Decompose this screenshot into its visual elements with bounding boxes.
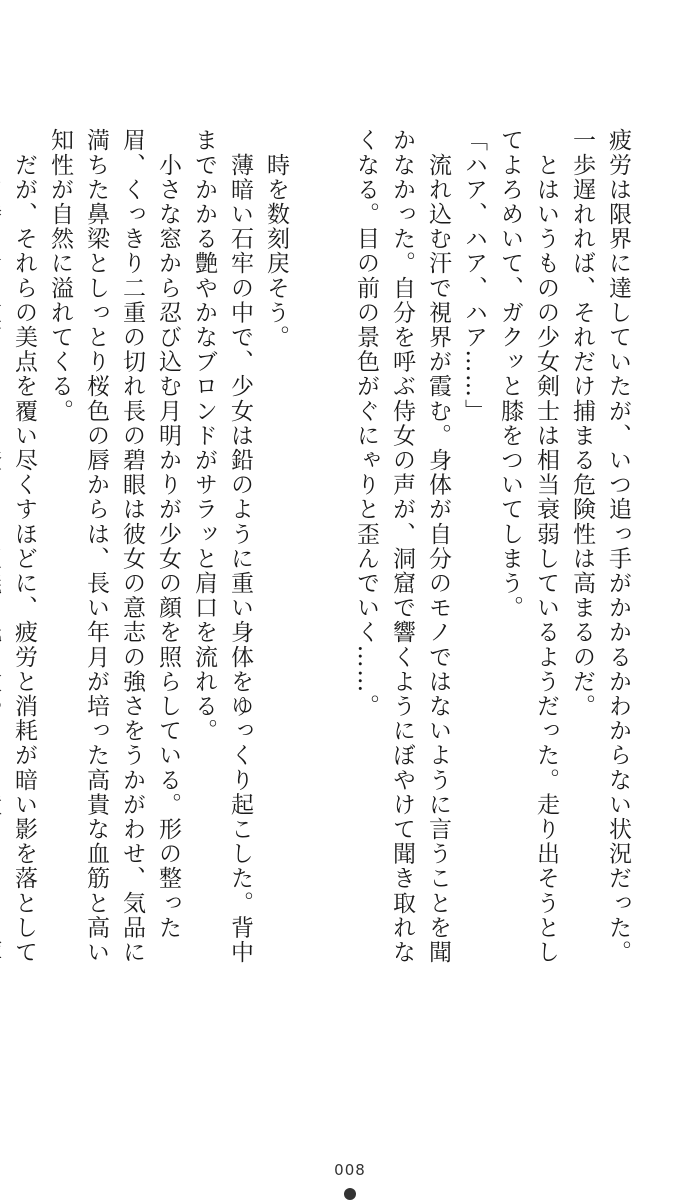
paragraph-2: とはいうものの少女剣士は相当衰弱しているようだった。走り出そうとしてよろめいて、ガクッと膝をついてしまう。 [497, 128, 559, 965]
paragraph-7: 小さな窓から忍び込む月明かりが少女の顔を照らしている。形の整った眉、くっきり二重の切れ長の碧眼は彼女の意志の強さをうかがわせ、気品に満ちた鼻梁としっとり桜色の唇からは、長い年月が培った高貴な血筋と高い知性が自然に溢れてくる。 [47, 128, 181, 965]
paragraph-1: 疲労は限界に達していたが、いつ追っ手がかかるかわからない状況だった。一歩遅れれば、それだけ捕まる危険性は高まるのだ。 [569, 128, 631, 965]
paragraph-3: 「ハア、ハア、ハア……」 [461, 128, 487, 424]
page-number: 008 [334, 1161, 366, 1179]
scene-break [294, 128, 348, 988]
paragraph-8: だが、それらの美点を覆い尽くすほどに、疲労と消耗が暗い影を落として [11, 152, 37, 965]
paragraph-4: 流れ込む汗で視界が霞む。身体が自分のモノではないように言うことを聞かなかった。自分を呼ぶ侍女の声が、洞窟で響くようにぼやけて聞き取れなくなる。目の前の景色がぐにゃりと歪んでいく……。 [353, 128, 451, 965]
page-ornament-dot [344, 1188, 356, 1200]
paragraph-5: 時を数刻戻そう。 [263, 128, 289, 350]
body-text [0, 128, 636, 988]
paragraph-6: 薄暗い石牢の中で、少女は鉛のように重い身体をゆっくり起こした。背中までかかる艶やかなブロンドがサラッと肩口を流れる。 [191, 128, 253, 965]
